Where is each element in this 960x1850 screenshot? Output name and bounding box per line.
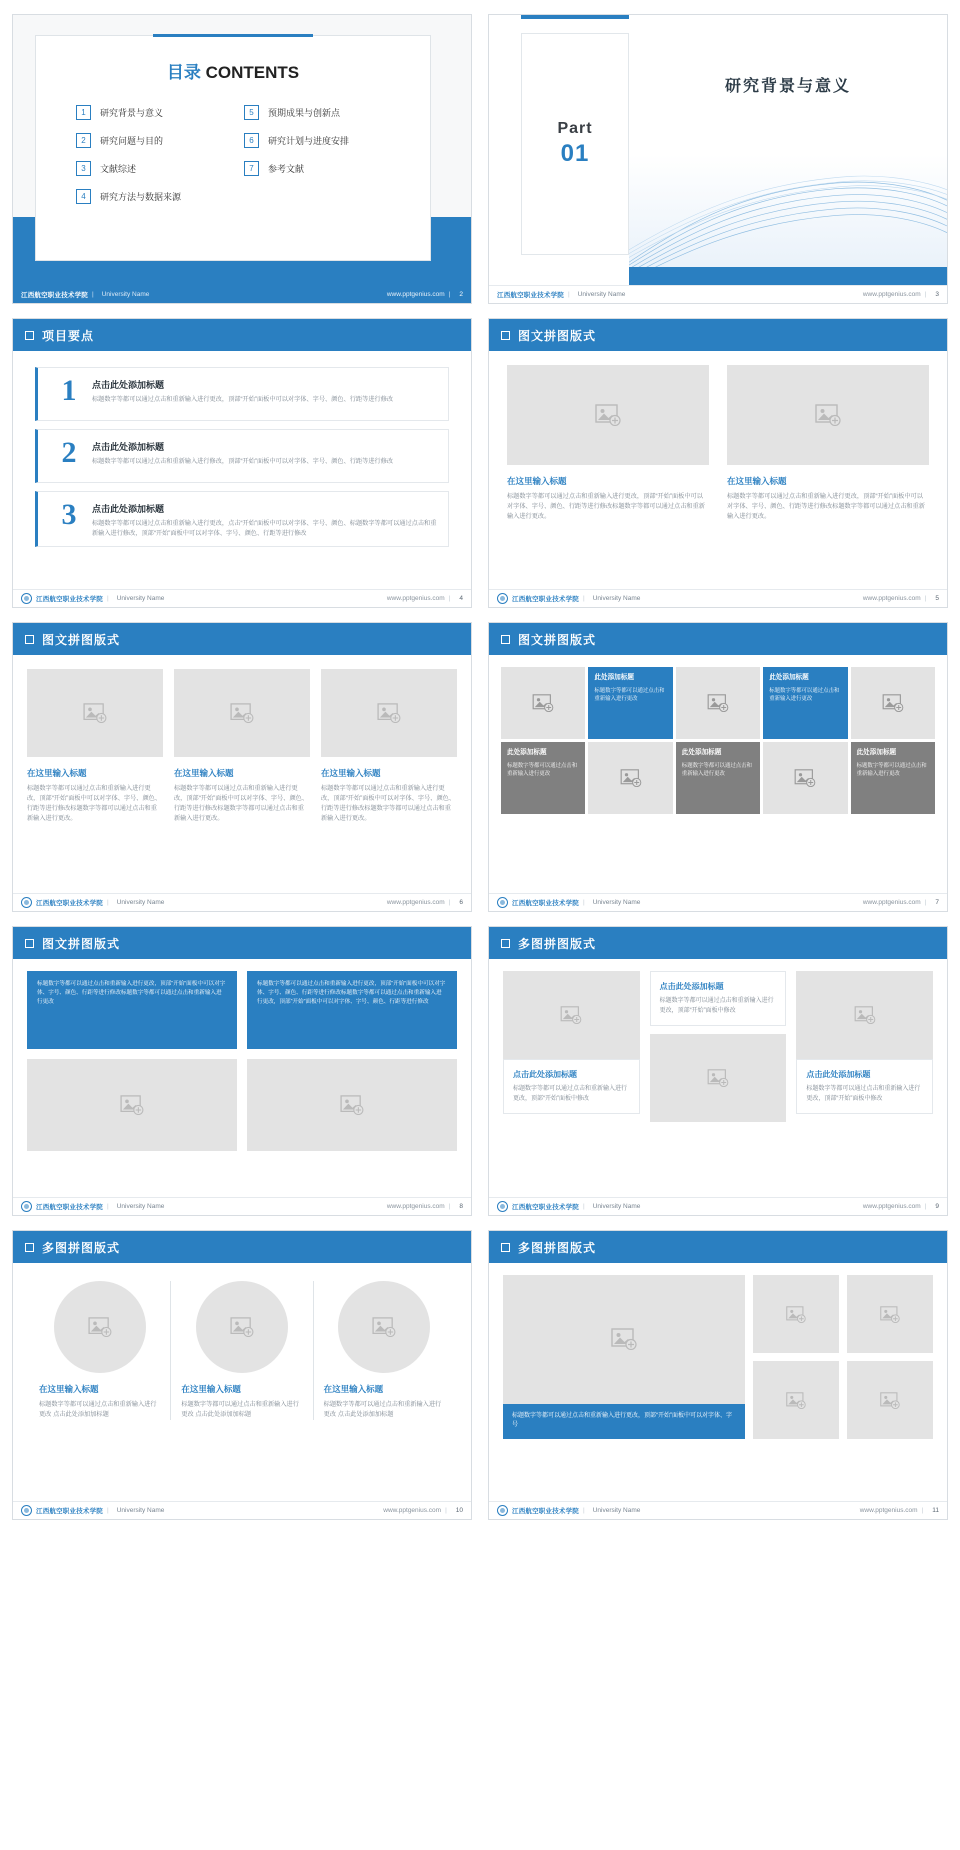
slide-footer: 江西航空职业技术学院 | University Name www.pptgenius.com | 10 <box>13 1501 471 1519</box>
slide-header-title: 多图拼图版式 <box>42 1240 121 1255</box>
image-placeholder-icon <box>230 1317 254 1337</box>
square-bullet-icon <box>501 331 510 340</box>
footer-university: University Name <box>116 899 165 906</box>
image-text-body <box>13 655 471 824</box>
image-placeholder-icon <box>83 703 107 723</box>
slide-footer: 江西航空职业技术学院 | University Name www.pptgenius.com | 7 <box>489 893 947 911</box>
footer-site[interactable]: www.pptgenius.com <box>862 291 921 298</box>
mosaic-text-cell[interactable] <box>676 742 760 814</box>
footer-school: 江西航空职业技术学院 <box>512 1204 579 1211</box>
footer-university: University Name <box>116 1203 165 1210</box>
footer-page-number: 4 <box>459 595 463 602</box>
image-placeholder-icon <box>815 404 841 426</box>
footer-site[interactable]: www.pptgenius.com <box>862 595 921 602</box>
key-point-number: 1 <box>61 374 77 407</box>
contents-item-label: 研究问题与目的 <box>100 136 164 146</box>
image-placeholder-icon <box>611 1328 637 1350</box>
footer-page-number: 9 <box>935 1203 939 1210</box>
card-title: 点击此处添加标题 <box>806 1070 871 1079</box>
contents-item[interactable] <box>244 133 396 148</box>
image-placeholder-icon <box>120 1095 144 1115</box>
image-placeholder[interactable] <box>27 669 163 757</box>
multi-image-column <box>650 971 787 1122</box>
footer-university: University Name <box>592 595 641 602</box>
slide-grid <box>12 14 948 1520</box>
image-placeholder[interactable] <box>321 669 457 757</box>
column-title: 在这里输入标题 <box>181 1384 241 1394</box>
image-placeholder-icon <box>786 1392 806 1409</box>
footer-university: University Name <box>592 899 641 906</box>
card-title: 点击此处添加标题 <box>659 982 724 991</box>
contents-item-number: 1 <box>76 105 91 120</box>
image-placeholder[interactable] <box>676 667 760 739</box>
column-title: 在这里输入标题 <box>727 476 787 486</box>
slide-header <box>13 1231 471 1263</box>
image-placeholder[interactable] <box>503 1275 745 1404</box>
footer-site[interactable]: www.pptgenius.com <box>862 1203 921 1210</box>
image-placeholder[interactable] <box>796 971 933 1059</box>
contents-title <box>36 58 430 83</box>
contents-item[interactable] <box>76 105 228 120</box>
part-right-panel <box>629 33 947 267</box>
key-point-title: 点击此处添加标题 <box>92 380 165 390</box>
image-placeholder-icon <box>786 1306 806 1323</box>
slide-header-title: 图文拼图版式 <box>42 936 121 951</box>
school-logo-icon <box>21 897 32 908</box>
slide-header <box>13 927 471 959</box>
image-placeholder-icon <box>88 1317 112 1337</box>
image-placeholder-icon <box>377 703 401 723</box>
slide-header <box>13 623 471 655</box>
contents-item-number: 2 <box>76 133 91 148</box>
footer-school: 江西航空职业技术学院 <box>36 900 103 907</box>
slide-footer: 江西航空职业技术学院 | University Name www.pptgenius.com | 5 <box>489 589 947 607</box>
key-points-body <box>13 351 471 547</box>
footer-university: University Name <box>101 290 150 298</box>
image-placeholder[interactable] <box>174 669 310 757</box>
multi-image-column <box>796 971 933 1122</box>
feature-grid-body <box>489 1263 947 1439</box>
image-placeholder-icon <box>372 1317 396 1337</box>
image-placeholder-icon <box>595 404 621 426</box>
image-text-column <box>727 365 929 522</box>
mosaic-cell-title: 此处添加标题 <box>507 749 547 756</box>
image-placeholder-icon <box>707 694 729 712</box>
image-placeholder[interactable] <box>847 1361 933 1439</box>
image-placeholder-icon <box>882 694 904 712</box>
image-placeholder-icon <box>707 1069 729 1087</box>
slide-header <box>489 319 947 351</box>
mosaic-cell-desc: 标题数字等都可以通过点击和重新输入进行更改 <box>594 687 665 702</box>
mosaic-cell[interactable] <box>501 667 585 739</box>
part-label: Part <box>557 120 593 137</box>
column-title: 在这里输入标题 <box>321 768 381 778</box>
image-placeholder[interactable] <box>763 742 847 814</box>
footer-site[interactable]: www.pptgenius.com <box>383 1507 442 1514</box>
school-logo-icon <box>21 1201 32 1212</box>
image-placeholder[interactable] <box>727 365 929 465</box>
card-title: 点击此处添加标题 <box>513 1070 577 1079</box>
mosaic-cell-desc: 标题数字等都可以通过点击和重新输入进行更改 <box>681 762 752 777</box>
square-bullet-icon <box>501 635 510 644</box>
slide-header-title: 项目要点 <box>42 328 95 343</box>
part-number: 01 <box>560 140 590 167</box>
contents-title-en: CONTENTS <box>205 63 300 82</box>
mosaic-text-cell[interactable] <box>763 667 847 739</box>
contents-item-number: 3 <box>76 161 91 176</box>
footer-university: University Name <box>577 291 626 298</box>
image-placeholder-icon <box>620 769 642 787</box>
image-placeholder[interactable] <box>650 1034 787 1122</box>
image-placeholder-icon <box>230 703 254 723</box>
footer-school: 江西航空职业技术学院 <box>36 596 103 603</box>
square-bullet-icon <box>501 1243 510 1252</box>
mosaic-cell-desc: 标题数字等都可以通过点击和重新输入进行更改 <box>769 687 840 702</box>
school-logo-icon <box>21 1505 32 1516</box>
slide-text-over-images[interactable] <box>12 926 472 1216</box>
column-desc: 标题数字等都可以通过点击和重新输入进行更改，顶部“开始”面板中可以对字体、字号、颜色、行距等进行修改标题数字等都可以通过点击和重新输入进行更改。 <box>174 785 309 822</box>
image-placeholder-icon <box>532 694 554 712</box>
footer-school: 江西航空职业技术学院 <box>512 596 579 603</box>
column-desc: 标题数字等都可以通过点击和重新输入进行更改，顶部“开始”面板中可以对字体、字号、颜色、行距等进行修改标题数字等都可以通过点击和重新输入进行更改。 <box>321 785 456 822</box>
text-images-body <box>13 959 471 1151</box>
mosaic-cell-title: 此处添加标题 <box>856 749 897 756</box>
slide-header <box>13 319 471 351</box>
caption-card[interactable] <box>503 1059 640 1114</box>
mosaic-grid <box>501 667 935 814</box>
key-point-number: 2 <box>61 436 77 469</box>
image-placeholder-icon <box>794 769 816 787</box>
footer-site[interactable]: www.pptgenius.com <box>859 1507 918 1514</box>
mosaic-cell-title: 此处添加标题 <box>769 674 809 681</box>
footer-site[interactable]: www.pptgenius.com <box>386 1203 445 1210</box>
column-title: 在这里输入标题 <box>39 1384 99 1394</box>
school-logo-icon <box>497 1505 508 1516</box>
mosaic-cell[interactable] <box>851 667 935 739</box>
key-point-row[interactable] <box>35 367 449 421</box>
footer-page-number: 10 <box>455 1507 463 1514</box>
mosaic-text-cell[interactable] <box>501 742 585 814</box>
mosaic-body <box>489 655 947 814</box>
contents-item[interactable] <box>76 133 228 148</box>
slide-image-text-two[interactable] <box>488 318 948 608</box>
footer-school: 江西航空职业技术学院 <box>497 292 564 299</box>
footer-university: University Name <box>592 1507 641 1514</box>
image-placeholder-icon <box>880 1392 900 1409</box>
footer-university: University Name <box>116 1507 165 1514</box>
wave-decoration-icon <box>629 162 947 267</box>
square-bullet-icon <box>25 331 34 340</box>
slide-header-title: 多图拼图版式 <box>518 936 597 951</box>
key-point-title: 点击此处添加标题 <box>92 442 165 452</box>
footer-site[interactable]: www.pptgenius.com <box>862 899 921 906</box>
mosaic-text-cell[interactable] <box>851 742 935 814</box>
image-text-column <box>27 669 163 824</box>
contents-item-number: 7 <box>244 161 259 176</box>
square-bullet-icon <box>25 635 34 644</box>
key-point-desc: 标题数字等都可以通过点击和重新输入进行更改，顶部“开始”面板中可以对字体、字号、颜色、行距等进行修改 <box>92 396 394 403</box>
footer-school: 江西航空职业技术学院 <box>36 1204 103 1211</box>
footer-university: University Name <box>116 595 165 602</box>
circle-column <box>170 1281 312 1420</box>
square-bullet-icon <box>25 1243 34 1252</box>
footer-school: 江西航空职业技术学院 <box>512 900 579 907</box>
slide-header <box>489 927 947 959</box>
circle-column <box>29 1281 170 1420</box>
accent-bar-bottom <box>629 267 947 285</box>
contents-item[interactable] <box>76 189 228 204</box>
image-placeholder[interactable] <box>851 667 935 739</box>
card-desc: 标题数字等都可以通过点击和重新输入进行更改，顶部“开始”面板中修改 <box>659 998 774 1014</box>
contents-item-label: 研究背景与意义 <box>100 108 164 118</box>
image-text-column <box>507 365 709 522</box>
footer-school: 江西航空职业技术学院 <box>21 291 88 299</box>
contents-item-label: 预期成果与创新点 <box>268 108 341 118</box>
slide-header <box>489 1231 947 1263</box>
circle-image-placeholder[interactable] <box>196 1281 288 1373</box>
contents-item-label: 文献综述 <box>100 164 137 174</box>
school-logo-icon <box>21 593 32 604</box>
text-panel[interactable]: 标题数字等都可以通过点击和重新输入进行更改，顶部“开始”面板中可以对字体、字号、颜色、行距等进行修改标题数字等都可以通过点击和重新输入进行更改 <box>27 971 237 1049</box>
image-placeholder[interactable] <box>753 1275 839 1353</box>
accent-bar-top <box>521 15 629 19</box>
image-text-column <box>174 669 310 824</box>
contents-card <box>35 35 431 261</box>
contents-item-label: 参考文献 <box>268 164 305 174</box>
image-placeholder-icon <box>880 1306 900 1323</box>
footer-site[interactable]: www.pptgenius.com <box>386 290 445 298</box>
circle-images-body <box>13 1263 471 1420</box>
image-placeholder[interactable] <box>247 1059 457 1151</box>
feature-main-column <box>503 1275 745 1439</box>
slide-feature-image-grid[interactable] <box>488 1230 948 1520</box>
contents-item-number: 4 <box>76 189 91 204</box>
slide-mosaic[interactable] <box>488 622 948 912</box>
card-desc: 标题数字等都可以通过点击和重新输入进行更改，顶部“开始”面板中修改 <box>513 1086 628 1102</box>
footer-site[interactable]: www.pptgenius.com <box>386 595 445 602</box>
mosaic-cell-desc: 标题数字等都可以通过点击和重新输入进行更改 <box>507 762 578 777</box>
slide-header-title: 图文拼图版式 <box>518 632 597 647</box>
column-title: 在这里输入标题 <box>174 768 234 778</box>
square-bullet-icon <box>25 939 34 948</box>
mosaic-cell-desc: 标题数字等都可以通过点击和重新输入进行更改 <box>856 762 927 777</box>
contents-item[interactable] <box>244 161 396 176</box>
footer-page-number: 6 <box>459 899 463 906</box>
mosaic-cell[interactable] <box>588 742 672 814</box>
contents-title-cn: 目录 <box>166 63 201 82</box>
slide-image-text-three[interactable] <box>12 622 472 912</box>
image-placeholder[interactable] <box>753 1361 839 1439</box>
key-point-number: 3 <box>61 498 77 531</box>
contents-column-left <box>76 105 228 217</box>
slide-key-points[interactable] <box>12 318 472 608</box>
mosaic-text-cell[interactable] <box>588 667 672 739</box>
caption-card[interactable] <box>650 971 787 1026</box>
key-point-row[interactable] <box>35 429 449 483</box>
card-desc: 标题数字等都可以通过点击和重新输入进行更改，顶部“开始”面板中修改 <box>806 1086 921 1102</box>
slide-footer: 江西航空职业技术学院 | University Name www.pptgenius.com | 6 <box>13 893 471 911</box>
image-text-column <box>321 669 457 824</box>
slide-footer: 江西航空职业技术学院 | University Name www.pptgenius.com | 9 <box>489 1197 947 1215</box>
contents-item-label: 研究方法与数据来源 <box>100 192 182 202</box>
slide-multi-image-cards[interactable] <box>488 926 948 1216</box>
slide-header-title: 多图拼图版式 <box>518 1240 597 1255</box>
key-point-row[interactable] <box>35 491 449 547</box>
column-desc: 标题数字等都可以通过点击和重新输入进行更改，顶部“开始”面板中可以对字体、字号、颜色、行距等进行修改标题数字等都可以通过点击和重新输入进行更改。 <box>507 493 705 520</box>
slide-footer: 江西航空职业技术学院 | University Name www.pptgenius.com | 8 <box>13 1197 471 1215</box>
slide-footer: 江西航空职业技术学院 | University Name www.pptgenius.com | 11 <box>489 1501 947 1519</box>
mosaic-cell[interactable] <box>763 742 847 814</box>
column-desc: 标题数字等都可以通过点击和重新输入进行更改 点击此处添加加标题 <box>323 1401 442 1418</box>
footer-page-number: 8 <box>459 1203 463 1210</box>
contents-item[interactable] <box>76 161 228 176</box>
contents-item-number: 5 <box>244 105 259 120</box>
footer-page-number: 3 <box>935 291 939 298</box>
part-title: 研究背景与意义 <box>724 78 851 95</box>
school-logo-icon <box>497 897 508 908</box>
image-placeholder[interactable] <box>847 1275 933 1353</box>
column-desc: 标题数字等都可以通过点击和重新输入进行更改，顶部“开始”面板中可以对字体、字号、颜色、行距等进行修改标题数字等都可以通过点击和重新输入进行更改。 <box>27 785 162 822</box>
image-placeholder-icon <box>854 1006 876 1024</box>
image-row <box>27 1059 457 1151</box>
slide-footer: 江西航空职业技术学院 | University Name www.pptgenius.com | 3 <box>489 285 947 303</box>
footer-page-number: 7 <box>935 899 939 906</box>
footer-page-number: 5 <box>935 595 939 602</box>
square-bullet-icon <box>501 939 510 948</box>
image-placeholder[interactable] <box>503 971 640 1059</box>
slide-header-title: 图文拼图版式 <box>42 632 121 647</box>
contents-column-right <box>244 105 396 217</box>
key-point-desc: 标题数字等都可以通过点击和重新输入进行更改，点击“开始”面板中可以对字体、字号、颜色、标题数字等都可以通过点击和重新输入进行修改，顶部“开始”面板中可以对字体、字号、颜色、行距等进行修改 <box>92 520 437 537</box>
caption-panel[interactable]: 标题数字等都可以通过点击和重新输入进行更改，顶部“开始”面板中可以对字体、字号 <box>503 1404 745 1439</box>
slide-footer: 江西航空职业技术学院 | University Name www.pptgenius.com | 4 <box>13 589 471 607</box>
school-logo-icon <box>497 593 508 604</box>
feature-thumb-grid <box>753 1275 933 1439</box>
slide-part-divider[interactable] <box>488 14 948 304</box>
image-placeholder-icon <box>560 1006 582 1024</box>
slide-footer: 江西航空职业技术学院 | University Name www.pptgenius.com | 2 <box>13 285 471 303</box>
slide-header-title: 图文拼图版式 <box>518 328 597 343</box>
column-title: 在这里输入标题 <box>507 476 567 486</box>
contents-item[interactable] <box>244 105 396 120</box>
slide-header <box>489 623 947 655</box>
footer-school: 江西航空职业技术学院 <box>512 1508 579 1515</box>
slide-contents[interactable] <box>12 14 472 304</box>
column-title: 在这里输入标题 <box>323 1384 384 1394</box>
column-desc: 标题数字等都可以通过点击和重新输入进行更改 点击此处添加加标题 <box>39 1401 157 1418</box>
mosaic-cell-title: 此处添加标题 <box>681 749 722 756</box>
circle-image-placeholder[interactable] <box>338 1281 430 1373</box>
text-panel[interactable]: 标题数字等都可以通过点击和重新输入进行更改，顶部“开始”面板中可以对字体、字号、颜色、行距等进行修改标题数字等都可以通过点击和重新输入进行更改，顶部“开始”面板中可以对字体、字号、颜色、行距等进行修改 <box>247 971 457 1049</box>
caption-card[interactable] <box>796 1059 933 1114</box>
footer-page-number: 2 <box>459 290 463 298</box>
image-placeholder[interactable] <box>501 667 585 739</box>
image-placeholder[interactable] <box>27 1059 237 1151</box>
contents-item-label: 研究计划与进度安排 <box>268 136 350 146</box>
column-title: 在这里输入标题 <box>27 768 87 778</box>
part-card <box>521 33 629 255</box>
key-point-title: 点击此处添加标题 <box>92 504 165 514</box>
contents-columns <box>76 105 396 217</box>
mosaic-cell[interactable] <box>676 667 760 739</box>
contents-item-number: 6 <box>244 133 259 148</box>
image-placeholder[interactable] <box>588 742 672 814</box>
footer-site[interactable]: www.pptgenius.com <box>386 899 445 906</box>
column-desc: 标题数字等都可以通过点击和重新输入进行更改 点击此处添加加标题 <box>181 1401 299 1418</box>
slide-circle-images[interactable] <box>12 1230 472 1520</box>
key-point-desc: 标题数字等都可以通过点击和重新输入进行修改，顶部“开始”面板中可以对字体、字号、颜色、行距等进行修改 <box>92 458 394 465</box>
footer-university: University Name <box>592 1203 641 1210</box>
footer-page-number: 11 <box>932 1507 939 1514</box>
text-row <box>27 971 457 1049</box>
circle-image-placeholder[interactable] <box>54 1281 146 1373</box>
image-placeholder[interactable] <box>507 365 709 465</box>
mosaic-cell-title: 此处添加标题 <box>594 674 634 681</box>
school-logo-icon <box>497 1201 508 1212</box>
image-placeholder-icon <box>340 1095 364 1115</box>
multi-image-column <box>503 971 640 1122</box>
image-text-body <box>489 351 947 522</box>
circle-column <box>313 1281 455 1420</box>
column-desc: 标题数字等都可以通过点击和重新输入进行更改，顶部“开始”面板中可以对字体、字号、颜色、行距等进行修改标题数字等都可以通过点击和重新输入进行更改。 <box>727 493 925 520</box>
multi-image-body <box>489 959 947 1122</box>
footer-school: 江西航空职业技术学院 <box>36 1508 103 1515</box>
